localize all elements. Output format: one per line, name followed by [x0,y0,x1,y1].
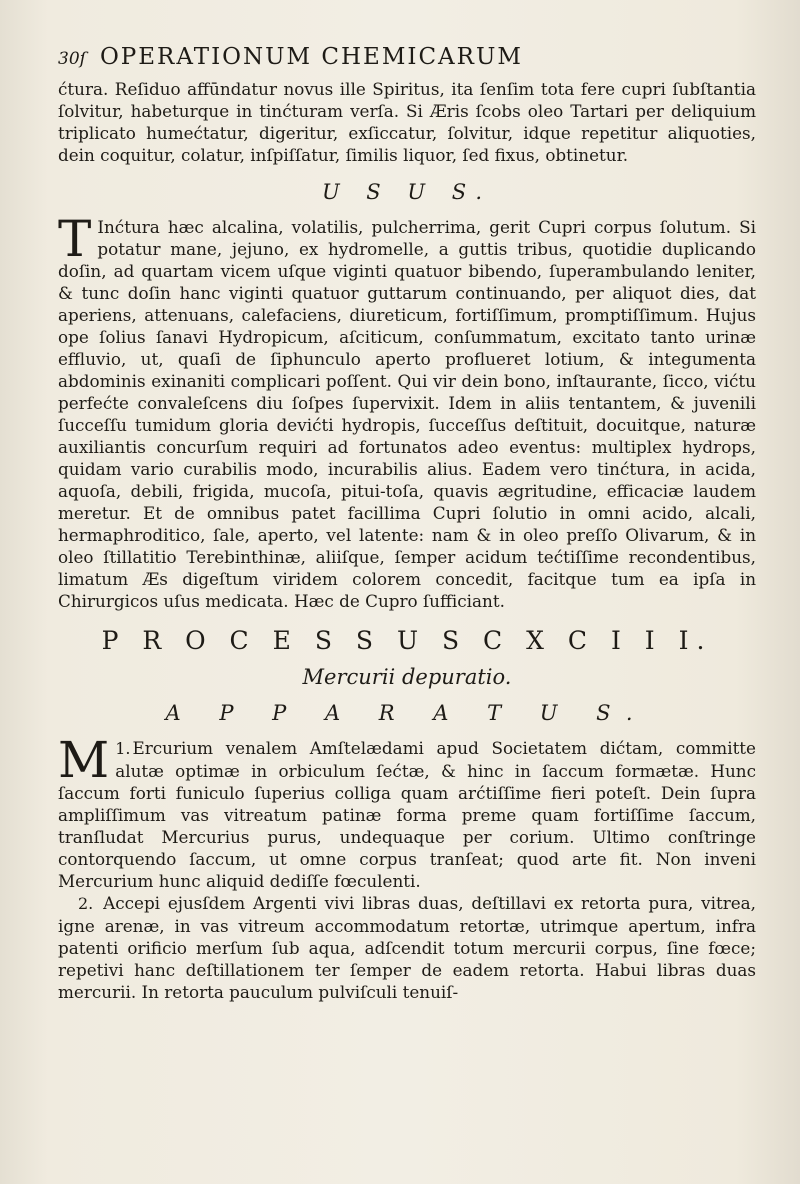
usus-dropcap: T [58,210,92,268]
process-heading: P R O C E S S U S C X C I I I. [101,626,713,655]
page-number: 30ſ [58,49,86,69]
item-text: Accepi ejusſdem Argenti vivi libras duas, deſtillavi ex retorta pura, vitrea, igne arenæ, in vas vitreum accommodatum retortæ, utrimque apertum, infra patenti orificio merſum ſub aqua, adſcendit totum mercurii corpus, ſine fœce; repetivi hanc deſtillationem ter ſemper de eadem retorta. Habui libras duas mercurii. In retorta pauculum pulviſculi tenuiſ- [58,893,756,1002]
running-head [58,44,756,70]
intro-paragraph: ćtura. Reſiduo affūndatur novus ille Spiritus, ita ſenſim tota fere cupri ſubſtantia ſolvitur, habeturque in tinćturam verſa. Si Æris ſcobs oleo Tartari per deliquium triplicato humećtatur, digeritur, exſiccatur, ſolvitur, idque repetitur aliquoties, dein coquitur, colatur, inſpiſſatur, ſimilis liquor, ſed fixus, obtinetur. [58,79,756,165]
apparatus-item-1 [58,731,756,892]
process-subtitle: Mercurii depuratio. [302,665,512,689]
item-number: 2. [78,894,94,913]
item-dropcap: M [58,731,110,789]
item-text: Ercurium venalem Amſtelædami apud Societatem dićtam, committe alutæ optimæ in orbiculum ſećtæ, & hinc in ſaccum formætæ. Hunc ſaccum forti funiculo ſuperius colliga quam arćtiſſime fieri poteſt. Dein ſupra ampliſſimum vas vitreatum patinæ forma preme quam fortiſſime ſaccum, tranſludat Mercurius purus, undequaque per corium. Ultimo conſtringe contorquendo ſaccum, ut omne corpus tranſeat; quod arte fit. Non inveni Mercurium hunc aliquid dediſſe fœculenti. [58,738,756,891]
running-title: OPERATIONUM CHEMICARUM [99,44,523,70]
usus-heading: U S U S. [321,180,493,204]
usus-text: Inćtura hæc alcalina, volatilis, pulcherrima, gerit Cupri corpus ſolutum. Si potatur mane, jejuno, ex hydromelle, a guttis tribus, quotidie duplicando doſin, ad quartam vicem uſque viginti quatuor bibendo, ſuperambulando leniter, & tunc doſin hanc viginti quatuor guttarum continuando, per aliquot dies, dat aperiens, attenuans, calefaciens, diureticum, fortiſſimum, promptiſſimum. Hujus ope ſolius ſanavi Hydropicum, aſciticum, conſummatum, excitato tanto urinæ effluvio, ut, quaſi de ſiphunculo aperto proflueret lotium, & integumenta abdominis exinaniti complicari poſſent. Qui vir dein bono, inſtaurante, ſicco, vićtu perfećte convaleſcens diu ſoſpes ſupervixit. Idem in aliis tentantem, & juvenili ſucceſſu tumidum gloria devićti hydropis, ſucceſſus deſtituit, docuitque, naturæ auxiliantis concurſum requiri ad fortunatos adeo eventus: multiplex hydrops, quidam vario curabilis modo, incurabilis alius. Eadem vero tinćtura, in acida, aquoſa, debili, frigida, mucoſa, pitui-toſa, quavis ægritudine, efficaciæ laudem meretur. Et de omnibus patet facillima Cupri ſolutio in omni acido, alcali, hermaphroditico, ſale, aperto, vel latente: nam & in oleo preſſo Olivarum, & in oleo ſtillatitio Terebinthinæ, aliiſque, ſemper acidum tećtiſſime recondentibus, limatum Æs digeſtum viridem colorem concedit, facitque tum ea ipſa in Chirurgicos uſus medicata. Hæc de Cupro ſufficiant. [58,217,756,611]
apparatus-heading: A P P A R A T U S. [165,701,649,725]
item-number: 1. [115,739,131,758]
apparatus-item-2 [58,892,756,1003]
usus-paragraph [58,210,756,612]
